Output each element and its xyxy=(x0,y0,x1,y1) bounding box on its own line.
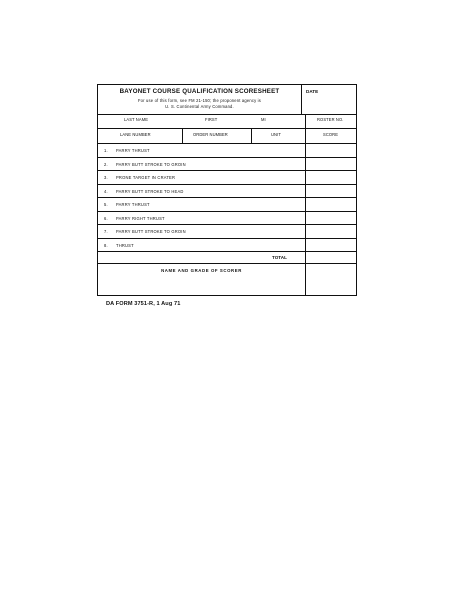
task-row[interactable] xyxy=(98,198,356,212)
total-label: TOTAL xyxy=(272,255,287,260)
roster-no-label: ROSTER NO. xyxy=(317,117,344,122)
task-number: 4. xyxy=(104,188,108,194)
task-label: PARRY BUTT STROKE TO HEAD xyxy=(116,188,184,194)
task-number: 1. xyxy=(104,148,108,153)
task-label: PARRY BUTT STROKE TO GROIN xyxy=(116,161,186,167)
task-number: 2. xyxy=(104,161,108,167)
first-name-label: FIRST xyxy=(205,117,218,122)
task-row[interactable] xyxy=(98,225,356,239)
task-label: THRUST xyxy=(116,242,134,248)
task-number: 8. xyxy=(104,242,108,248)
task-number: 7. xyxy=(104,229,108,234)
last-name-label: LAST NAME xyxy=(124,117,149,122)
divider xyxy=(251,129,252,143)
name-row xyxy=(98,114,356,129)
lane-row xyxy=(98,129,356,144)
divider xyxy=(305,114,306,128)
date-label: DATE xyxy=(306,89,319,94)
task-label: PARRY THRUST xyxy=(116,148,150,153)
task-row[interactable] xyxy=(98,171,356,185)
task-label: PRONE TARGET IN CRATER xyxy=(116,175,176,180)
form-note-line1: For use of this form, see FM 21-150; the proponent agency is xyxy=(137,98,262,103)
task-number: 5. xyxy=(104,202,108,207)
task-row[interactable] xyxy=(98,212,356,226)
divider xyxy=(305,129,306,143)
mi-label: MI xyxy=(261,117,266,122)
order-number-label: ORDER NUMBER xyxy=(193,132,228,137)
task-row[interactable] xyxy=(98,239,356,253)
divider xyxy=(182,129,183,143)
task-label: PARRY BUTT STROKE TO GROIN xyxy=(116,229,186,234)
task-number: 6. xyxy=(104,215,108,221)
task-number: 3. xyxy=(104,175,108,180)
form-note xyxy=(98,98,301,110)
task-row[interactable] xyxy=(98,158,356,172)
lane-number-label: LANE NUMBER xyxy=(120,132,151,137)
task-row[interactable] xyxy=(98,185,356,199)
total-row[interactable] xyxy=(98,252,356,264)
form-note-line2: U. S. Continental Army Command. xyxy=(165,103,234,109)
task-label: PARRY RIGHT THRUST xyxy=(116,215,165,221)
form-header xyxy=(98,85,356,115)
form-number: DA FORM 3751-R, 1 Aug 71 xyxy=(106,301,181,307)
scorer-label: NAME AND GRADE OF SCORER xyxy=(161,268,242,273)
unit-label: UNIT xyxy=(271,132,281,137)
date-field[interactable] xyxy=(302,85,357,114)
score-label: SCORE xyxy=(323,132,339,137)
form-title: BAYONET COURSE QUALIFICATION SCORESHEET xyxy=(119,88,280,95)
task-row[interactable] xyxy=(98,144,356,158)
scoresheet-form xyxy=(97,84,357,296)
task-label: PARRY THRUST xyxy=(116,202,150,207)
title-cell xyxy=(98,85,302,114)
scorer-field[interactable] xyxy=(98,264,305,295)
